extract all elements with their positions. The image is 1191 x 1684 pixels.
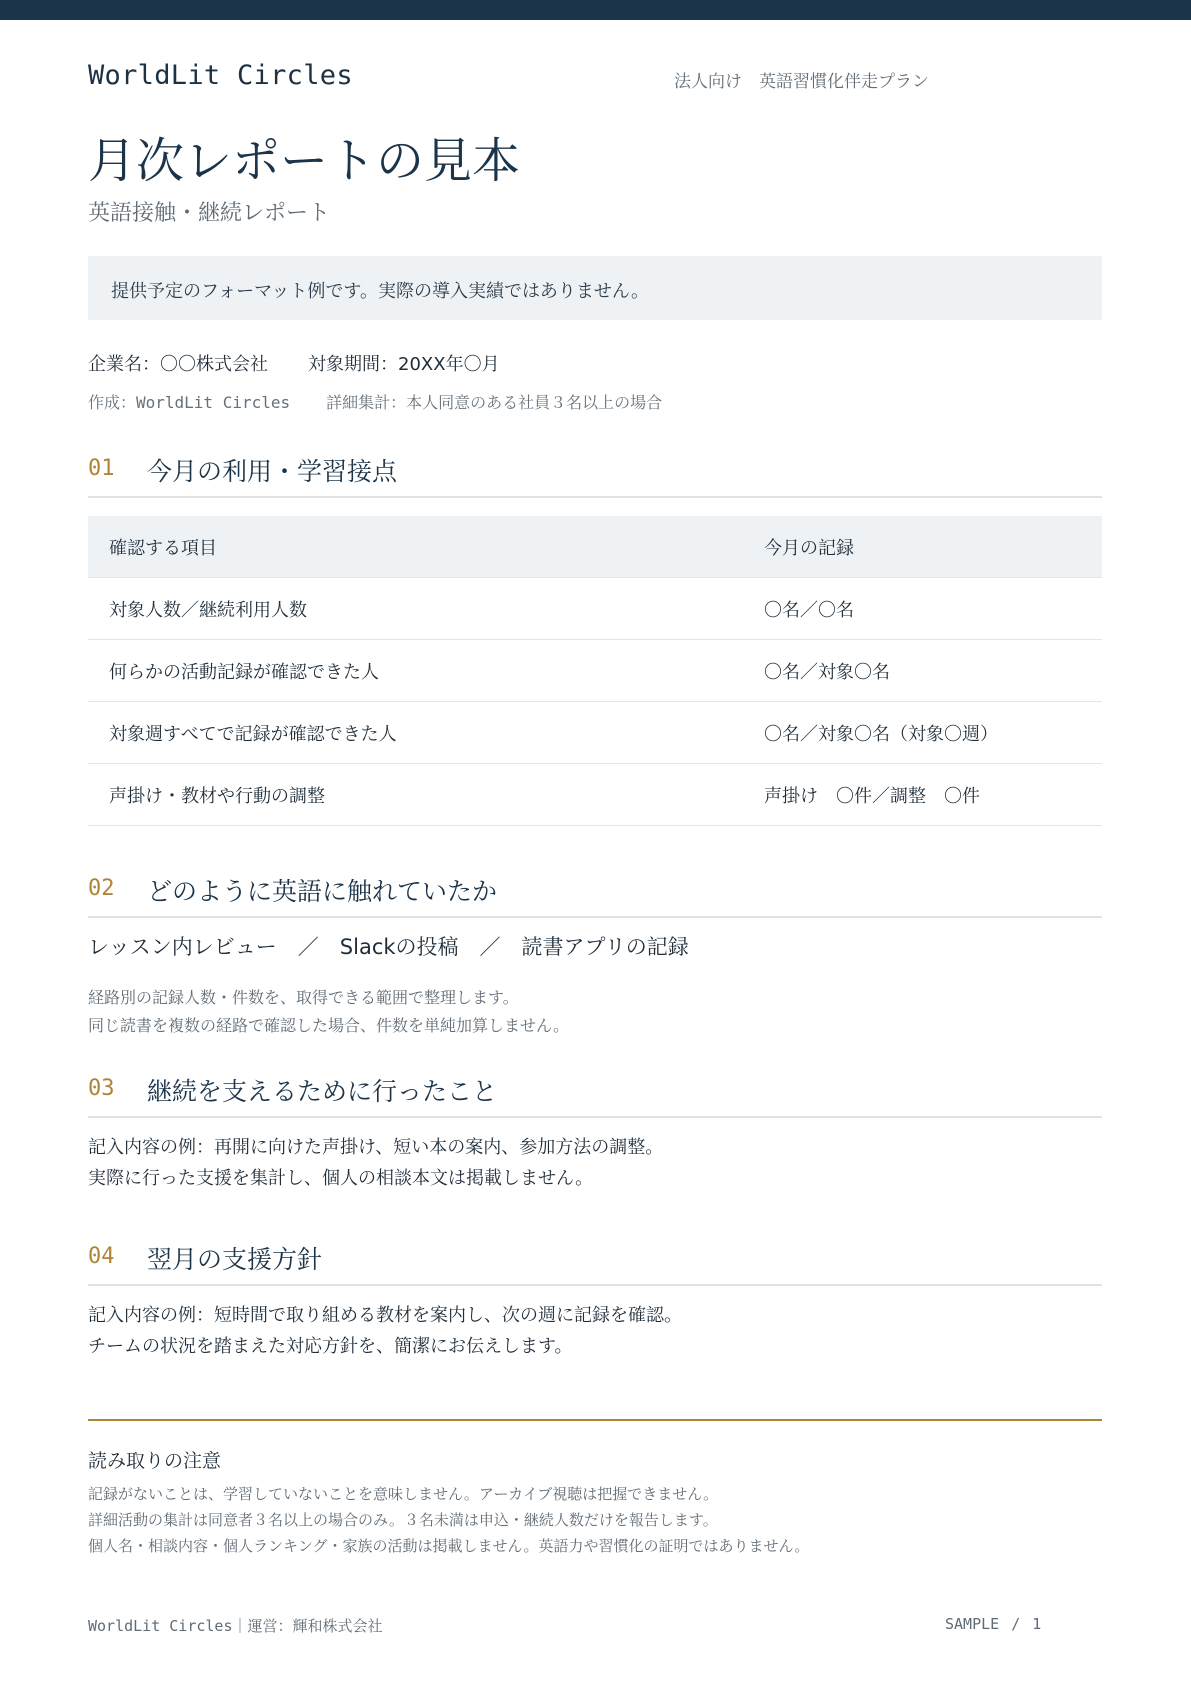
section-title: 今月の利用・学習接点	[147, 457, 398, 486]
note-item: 記録がないことは、学習していないことを意味しません。アーカイブ視聴は把握できません。	[88, 1485, 719, 1503]
section-number: 02	[88, 876, 115, 901]
top-bar	[0, 0, 1191, 20]
table-cell-item: 何らかの活動記録が確認できた人	[88, 640, 743, 702]
page-number: 1	[1032, 1615, 1042, 1633]
author: 作成：WorldLit Circles	[88, 393, 291, 412]
plan-tagline: 法人向け 英語習慣化伴走プラン	[674, 72, 929, 92]
company-name: 企業名：〇〇株式会社	[88, 354, 268, 375]
section-02-note-1: 経路別の記録人数・件数を、取得できる範囲で整理します。	[88, 988, 519, 1007]
section-number: 04	[88, 1244, 115, 1269]
section-04-line-2: チームの状況を踏まえた対応方針を、簡潔にお伝えします。	[88, 1336, 573, 1357]
page-separator: /	[1011, 1615, 1021, 1633]
table-cell-record: 〇名／対象〇名（対象〇週）	[743, 702, 1102, 764]
table-row	[88, 640, 1102, 702]
section-title: 翌月の支援方針	[147, 1245, 323, 1274]
sample-notice-text: 提供予定のフォーマット例です。実際の導入実績ではありません。	[111, 281, 650, 302]
table-row	[88, 764, 1102, 826]
table-cell-record: 声掛け 〇件／調整 〇件	[743, 764, 1102, 826]
notes-divider	[88, 1419, 1102, 1421]
section-04-line-1: 記入内容の例：短時間で取り組める教材を案内し、次の週に記録を確認。	[88, 1305, 682, 1326]
note-item: 個人名・相談内容・個人ランキング・家族の活動は掲載しません。英語力や習慣化の証明ではありません。	[88, 1537, 810, 1555]
column-header-record: 今月の記録	[743, 516, 1102, 578]
notes-title: 読み取りの注意	[88, 1450, 222, 1472]
footer-operator: WorldLit Circles｜運営：輝和株式会社	[88, 1617, 383, 1635]
channel-list: レッスン内レビュー ／ Slackの投稿 ／ 読書アプリの記録	[88, 935, 689, 959]
table-header-row	[88, 516, 1102, 578]
page-subtitle: 英語接触・継続レポート	[88, 201, 331, 226]
section-02-heading	[88, 872, 1102, 918]
section-title: どのように英語に触れていたか	[147, 877, 498, 906]
usage-table	[88, 516, 1102, 826]
section-04-heading	[88, 1240, 1102, 1286]
table-row	[88, 578, 1102, 640]
section-03-line-2: 実際に行った支援を集計し、個人の相談本文は掲載しません。	[88, 1168, 594, 1189]
footer-page-info	[945, 1615, 1041, 1633]
table-cell-record: 〇名／対象〇名	[743, 640, 1102, 702]
section-03-heading	[88, 1072, 1102, 1118]
section-number: 03	[88, 1076, 115, 1101]
section-number: 01	[88, 456, 115, 481]
table-row	[88, 702, 1102, 764]
section-02-note-2: 同じ読書を複数の経路で確認した場合、件数を単純加算しません。	[88, 1016, 569, 1035]
table-cell-item: 声掛け・教材や行動の調整	[88, 764, 743, 826]
section-03-line-1: 記入内容の例：再開に向けた声掛け、短い本の案内、参加方法の調整。	[88, 1137, 664, 1158]
sample-label: SAMPLE	[945, 1615, 1000, 1633]
table-cell-record: 〇名／〇名	[743, 578, 1102, 640]
detail-condition: 詳細集計：本人同意のある社員３名以上の場合	[326, 393, 663, 412]
column-header-item: 確認する項目	[88, 516, 743, 578]
table-cell-item: 対象人数／継続利用人数	[88, 578, 743, 640]
meta-primary	[88, 350, 500, 376]
section-01-heading	[88, 452, 1102, 498]
brand-name: WorldLit Circles	[88, 60, 353, 91]
section-title: 継続を支えるために行ったこと	[147, 1077, 498, 1106]
page-title: 月次レポートの見本	[88, 133, 521, 189]
table-cell-item: 対象週すべてで記録が確認できた人	[88, 702, 743, 764]
target-period: 対象期間：20XX年〇月	[308, 354, 500, 375]
sample-notice	[88, 256, 1102, 320]
meta-secondary	[88, 390, 662, 413]
note-item: 詳細活動の集計は同意者３名以上の場合のみ。３名未満は申込・継続人数だけを報告します。	[88, 1511, 718, 1529]
